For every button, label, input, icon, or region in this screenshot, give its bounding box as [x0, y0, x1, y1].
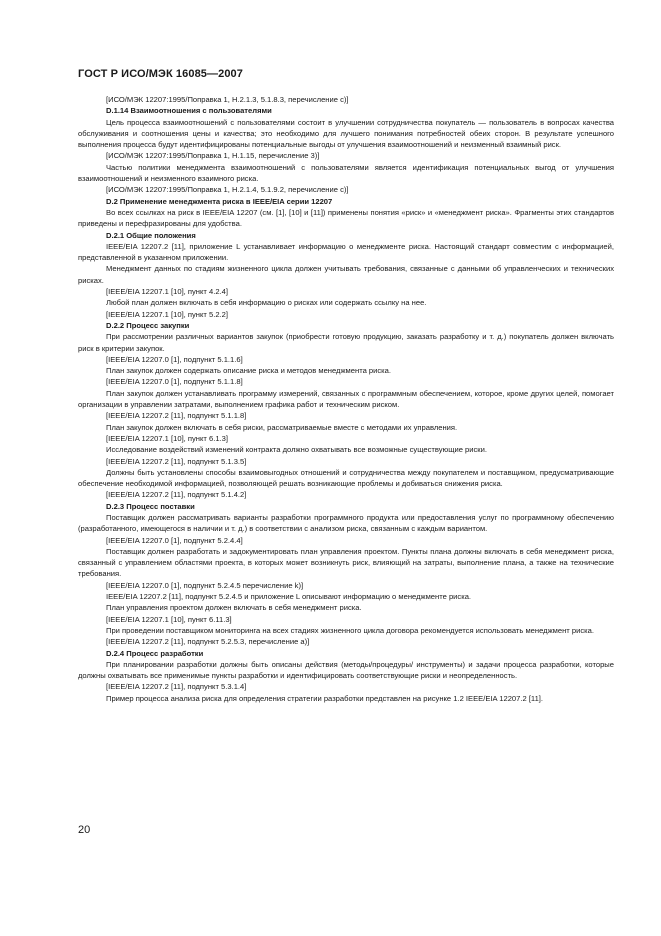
section-heading: D.2.1 Общие положения [106, 230, 196, 240]
reference-line: [IEEE/EIA 12207.0 [1], подпункт 5.1.1.6] [106, 354, 243, 364]
paragraph: План закупок должен устанавливать программу измерений, связанных с программным обеспечением, которое, кроме других целей, помогает организации в управлении затратами, выполнением графика работ и техническим риском. [78, 388, 614, 410]
paragraph: Должны быть установлены способы взаимовыгодных отношений и сотрудничества между покупателем и поставщиком, предусматривающие обеспечение необходимой информацией, позволяющей решать возникающие проблемы и добиваться снижения риска. [78, 467, 614, 489]
section-heading: D.1.14 Взаимоотношения с пользователями [106, 106, 272, 116]
page-number: 20 [78, 824, 91, 836]
paragraph: IEEE/EIA 12207.2 [11], приложение L устанавливает информацию о менеджменте риска. Настоящий стандарт совместим с информацией, представленной в указанном приложении. [78, 241, 614, 263]
reference-line: [IEEE/EIA 12207.2 [11], подпункт 5.1.4.2] [106, 490, 247, 500]
paragraph: Во всех ссылках на риск в IEEE/EIA 12207 (см. [1], [10] и [11]) применены понятия «риск» и «менеджмент риска». Фрагменты этих стандартов приведены и перефразированы для удобства. [78, 207, 614, 229]
document-body [78, 94, 614, 704]
paragraph: Менеджмент данных по стадиям жизненного цикла должен учитывать требования, связанные с данными об управленческих и технических рисках. [78, 264, 614, 285]
paragraph: При планировании разработки должны быть описаны действия (методы/процедуры/ инструменты) и задачи процесса разработки, которые должны охватывать все применимые пункты разработки и идентифицировать соответствующие риски и неопределенность. [78, 659, 614, 681]
section-heading: D.2.2 Процесс закупки [106, 320, 190, 330]
reference-line: Исследование воздействий изменений контракта должно охватывать все возможные существующие риски. [106, 445, 487, 455]
reference-line: Любой план должен включать в себя информацию о рисках или содержать ссылку на нее. [106, 298, 427, 308]
reference-line: План закупок должен включать в себя риски, рассматриваемые вместе с методами их управления. [106, 422, 458, 432]
reference-line: [IEEE/EIA 12207.2 [11], подпункт 5.1.1.8] [106, 411, 247, 421]
paragraph: Частью политики менеджмента взаимоотношений с пользователями является идентификация потенциальных выгод от улучшения взаимоотношений и неизменного взаимного риска. [78, 162, 614, 184]
reference-line: [IEEE/EIA 12207.1 [10], пункт 4.2.4] [106, 287, 228, 297]
reference-line: [IEEE/EIA 12207.1 [10], пункт 5.2.2] [106, 309, 228, 319]
paragraph: Цель процесса взаимоотношений с пользователями состоит в улучшении сотрудничества покупатель — пользователь в вопросах качества обслуживания и соотношения цены и качества; это необходимо для лучшего понимания потребностей обеих сторон. В результате успешного выполнения процесса будут идентифицированы потенциальные выгоды от улучшения взаимоотношений и неизменный взаимный риск. [78, 117, 614, 150]
paragraph: При рассмотрении различных вариантов закупок (приобрести готовую продукцию, заказать разработку и т. д.) покупатель должен включать риск в критерии закупок. [78, 332, 614, 353]
reference-line: [IEEE/EIA 12207.2 [11], подпункт 5.1.3.5] [106, 456, 247, 466]
reference-line: IEEE/EIA 12207.2 [11], подпункт 5.2.4.5 и приложение L описывают информацию о менеджменте риска. [106, 592, 472, 602]
reference-line: [ИСО/МЭК 12207:1995/Поправка 1, Н.2.1.3, 5.1.8.3, перечисление с)] [106, 95, 349, 104]
reference-line: План закупок должен содержать описание риска и методов менеджмента риска. [106, 366, 392, 376]
reference-line: [IEEE/EIA 12207.2 [11], подпункт 5.3.1.4] [106, 682, 247, 692]
reference-line: [IEEE/EIA 12207.2 [11], подпункт 5.2.5.3, перечисление а)] [106, 637, 310, 647]
reference-line: [IEEE/EIA 12207.0 [1], подпункт 5.2.4.5 перечисление k)] [106, 580, 304, 590]
reference-line: [ИСО/МЭК 12207:1995/Поправка 1, Н.2.1.4, 5.1.9.2, перечисление с)] [106, 185, 349, 195]
reference-line: План управления проектом должен включать в себя менеджмент риска. [106, 603, 362, 613]
paragraph: Поставщик должен рассматривать варианты разработки программного продукта или предоставления услуг по программному обеспечению (разработанного, имеющегося в наличии и т. д.) в соответствии с анализом риска, связанным с каждым вариантом. [78, 512, 614, 534]
paragraph: При проведении поставщиком мониторинга на всех стадиях жизненного цикла договора рекомендуется использовать менеджмент риска. [106, 625, 594, 635]
paragraph: Поставщик должен разработать и задокументировать план управления проектом. Пункты плана должны включать в себя менеджмент риска, связанный с управлением областями проекта, в которых может возникнуть риск, влияющий на затраты, выполнение плана, а также на технические требования. [78, 546, 614, 579]
section-heading: D.2 Применение менеджмента риска в IEEE/EIA серии 12207 [106, 196, 333, 206]
reference-line: [IEEE/EIA 12207.0 [1], подпункт 5.2.4.4] [106, 535, 243, 545]
reference-line: [IEEE/EIA 12207.0 [1], подпункт 5.1.1.8] [106, 377, 243, 387]
section-heading: D.2.4 Процесс разработки [106, 648, 204, 658]
reference-line: [IEEE/EIA 12207.1 [10], пункт 6.11.3] [106, 614, 232, 624]
section-heading: D.2.3 Процесс поставки [106, 501, 195, 511]
page-header: ГОСТ Р ИСО/МЭК 16085—2007 [78, 68, 243, 80]
reference-line: [IEEE/EIA 12207.1 [10], пункт 6.1.3] [106, 433, 228, 443]
reference-line: [ИСО/МЭК 12207:1995/Поправка 1, Н.1.15, перечисление 3)] [106, 151, 320, 161]
paragraph: Пример процесса анализа риска для определения стратегии разработки представлен на рисунке 1.2 IEEE/EIA 12207.2 [11]. [106, 693, 544, 703]
